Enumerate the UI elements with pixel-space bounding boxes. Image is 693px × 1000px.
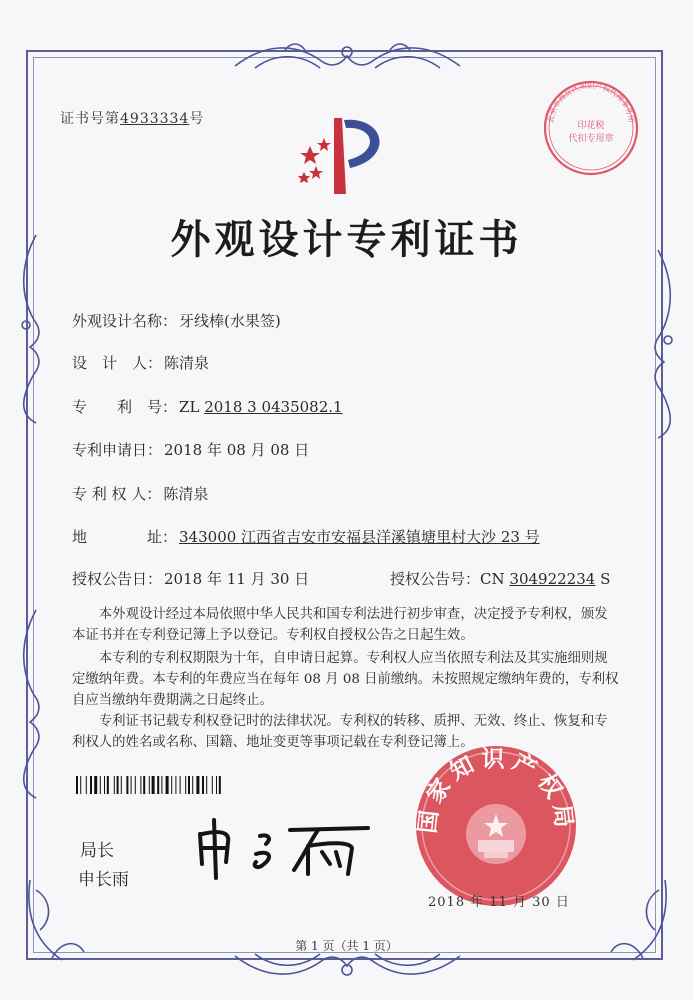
logo-red-bar xyxy=(334,118,346,194)
patent-number-label: 专 利 号： xyxy=(72,398,178,416)
tax-seal-line-2: 代扣专用章 xyxy=(568,134,614,144)
design-name-label: 外观设计名称： xyxy=(72,312,178,330)
filing-date-label: 专利申请日： xyxy=(72,441,163,459)
filing-date-row xyxy=(72,439,309,460)
design-name-value: 牙线棒(水果签) xyxy=(179,312,281,330)
grant-number-prefix: CN xyxy=(480,570,505,588)
barcode xyxy=(76,776,261,794)
logo-star-3 xyxy=(309,166,323,179)
office-seal xyxy=(412,742,580,910)
patent-office-logo xyxy=(290,108,400,198)
left-ornament-bottom xyxy=(16,600,46,800)
page-title: 外观设计专利证书 xyxy=(170,216,523,263)
logo-star-1 xyxy=(300,146,320,164)
top-ornament xyxy=(225,38,470,78)
right-ornament xyxy=(648,240,678,440)
patentee-label: 专 利 权 人： xyxy=(72,485,162,503)
paragraph-term xyxy=(72,648,620,711)
logo-blue-arc xyxy=(344,120,380,168)
address-label: 地 址： xyxy=(72,528,178,546)
grant-number-suffix: S xyxy=(600,570,611,588)
patentee-row xyxy=(72,483,208,504)
designer-row xyxy=(72,352,209,373)
paragraph-line: 利权人的姓名或名称、国籍、地址变更等事项记载在专利登记簿上。 xyxy=(72,735,474,750)
tax-seal-ring-text: 北京市海淀区知识产权代理事务所 xyxy=(545,80,637,124)
patentee-value: 陈清泉 xyxy=(163,485,209,503)
paragraph-line: 定缴纳年费。本专利的年费应当在每年 08 月 08 日前缴纳。未按照规定缴纳年费的，专利权 xyxy=(72,672,619,687)
national-emblem-icon xyxy=(466,804,526,864)
patent-number-value: 2018 3 0435082.1 xyxy=(204,398,343,416)
cert-no-suffix: 号 xyxy=(189,111,205,127)
grant-date-value: 2018 年 11 月 30 日 xyxy=(164,570,310,588)
grant-number-label: 授权公告号： xyxy=(390,570,481,588)
grant-number-row xyxy=(390,568,610,589)
director-name: 申长雨 xyxy=(78,870,129,890)
paragraph-line: 自应当缴纳年费期满之日起终止。 xyxy=(72,693,273,708)
paragraph-line: 本外观设计经过本局依照中华人民共和国专利法进行初步审查，决定授予专利权，颁发 xyxy=(72,607,608,622)
grant-date-label: 授权公告日： xyxy=(72,570,163,588)
grant-number-value: 304922234 xyxy=(509,570,596,588)
paragraph-line: 本证书并在专利登记簿上予以登记。专利权自授权公告之日起生效。 xyxy=(72,628,474,643)
filing-date-value: 2018 年 08 月 08 日 xyxy=(164,441,310,459)
certificate-number xyxy=(60,108,204,128)
director-signature xyxy=(190,812,380,882)
address-row xyxy=(72,526,540,547)
paragraph-line: 本专利的专利权期限为十年，自申请日起算。专利权人应当依照专利法及其实施细则规 xyxy=(72,651,608,666)
paragraph-line: 专利证书记载专利权登记时的法律状况。专利权的转移、质押、无效、终止、恢复和专 xyxy=(72,714,608,729)
page-footer: 第 1 页（共 1 页） xyxy=(295,939,398,953)
seal-ring-text: 国家知识产权局 xyxy=(414,746,578,835)
paragraph-grant xyxy=(72,604,620,646)
director-title: 局长 xyxy=(80,841,114,861)
address-value: 343000 江西省吉安市安福县洋溪镇塘里村大沙 23 号 xyxy=(179,528,540,546)
cert-no-prefix: 证书号第 xyxy=(60,111,120,127)
patent-number-prefix: ZL xyxy=(179,398,200,416)
designer-value: 陈清泉 xyxy=(164,354,210,372)
corner-ornament-br xyxy=(603,870,673,970)
design-name-row xyxy=(72,310,281,331)
seal-date: 2018 年 11 月 30 日 xyxy=(428,895,570,910)
grant-date-row xyxy=(72,568,309,589)
tax-seal-line-1: 印花税 xyxy=(577,121,605,131)
logo-star-2 xyxy=(317,138,331,151)
cert-no-value: 4933334 xyxy=(120,111,190,127)
patent-number-row xyxy=(72,396,343,417)
logo-star-4 xyxy=(298,172,310,183)
designer-label: 设 计 人： xyxy=(72,354,163,372)
tax-stamp-seal xyxy=(541,78,641,178)
